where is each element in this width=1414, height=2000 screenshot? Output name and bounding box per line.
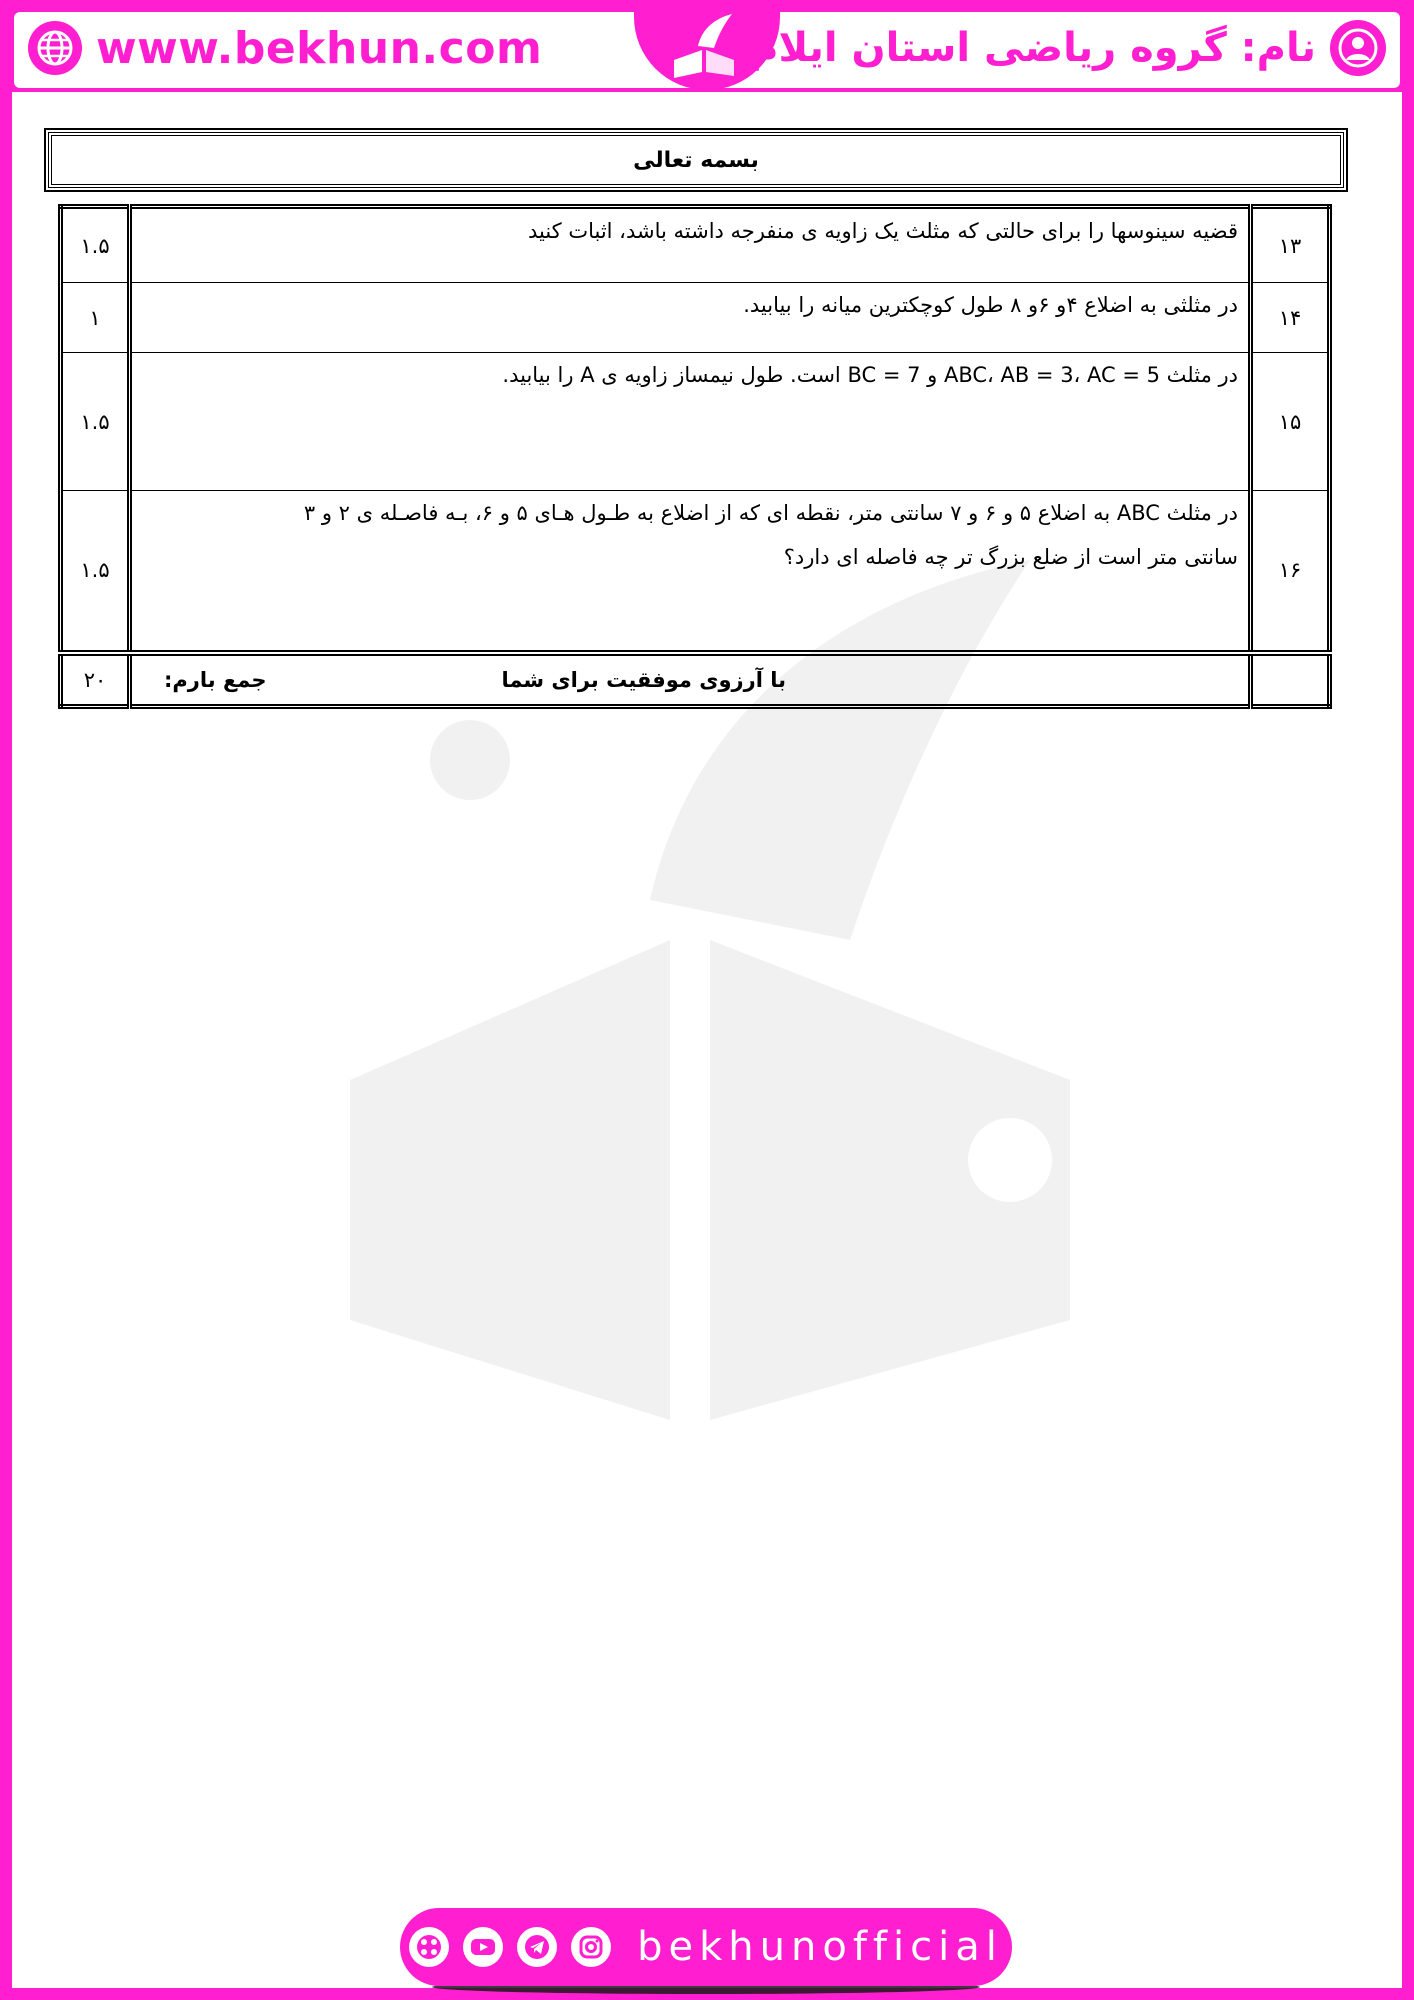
youtube-icon[interactable] <box>463 1927 503 1967</box>
owner-name: نام: گروه ریاضی استان ایلام <box>749 25 1316 71</box>
footer-wish: با آرزوی موفقیت برای شما <box>501 667 786 692</box>
table-row <box>61 207 1330 283</box>
question-score: ۱.۵ <box>61 207 130 283</box>
total-label: جمع بارم: <box>164 667 267 692</box>
total-score: ۲۰ <box>61 653 130 707</box>
globe-icon <box>28 21 82 75</box>
question-text <box>130 353 1251 491</box>
question-number: ۱۵ <box>1251 353 1330 491</box>
document-title: بسمه تعالی <box>48 132 1344 188</box>
footer-text-cell <box>130 653 1251 707</box>
table-footer-row <box>61 653 1330 707</box>
question-number: ۱۳ <box>1251 207 1330 283</box>
question-text <box>130 283 1251 353</box>
aparat-icon[interactable] <box>409 1927 449 1967</box>
footer-empty-cell <box>1251 653 1330 707</box>
question-line: سانتی متر است از ضلع بزرگ تر چه فاصله ای دارد؟ <box>783 545 1238 569</box>
question-score: ۱.۵ <box>61 353 130 491</box>
question-line: در مثلث ABC، AB = 3، AC = 5 و BC = 7 است. طول نیمساز زاویه ی A را بیابید. <box>502 363 1238 387</box>
instagram-icon[interactable] <box>571 1927 611 1967</box>
question-line: در مثلث ABC به اضلاع ۵ و ۶ و ۷ سانتی متر، نقطه ای که از اضلاع به طـول هـای ۵ و ۶، بـه فاصـله ی ۲ و ۳ <box>303 501 1238 525</box>
table-row <box>61 283 1330 353</box>
question-line: در مثلثی به اضلاع ۴و ۶و ۸ طول کوچکترین میانه را بیابید. <box>743 293 1238 317</box>
telegram-icon[interactable] <box>517 1927 557 1967</box>
question-text <box>130 491 1251 653</box>
question-line: قضیه سینوسها را برای حالتی که مثلث یک زاویه ی منفرجه داشته باشد، اثبات کنید <box>527 219 1238 243</box>
table-row <box>61 491 1330 653</box>
footer-content <box>142 658 1238 702</box>
question-score: ۱.۵ <box>61 491 130 653</box>
website-block[interactable] <box>28 20 542 76</box>
user-circle-icon <box>1330 20 1386 76</box>
question-number: ۱۴ <box>1251 283 1330 353</box>
table-row <box>61 353 1330 491</box>
question-score: ۱ <box>61 283 130 353</box>
website-url[interactable]: www.bekhun.com <box>96 22 543 74</box>
question-number: ۱۶ <box>1251 491 1330 653</box>
social-handle[interactable]: bekhunofficial <box>637 1924 1003 1970</box>
questions-table <box>58 204 1332 709</box>
social-bar <box>400 1908 1012 1986</box>
question-text <box>130 207 1251 283</box>
owner-block <box>749 20 1386 76</box>
